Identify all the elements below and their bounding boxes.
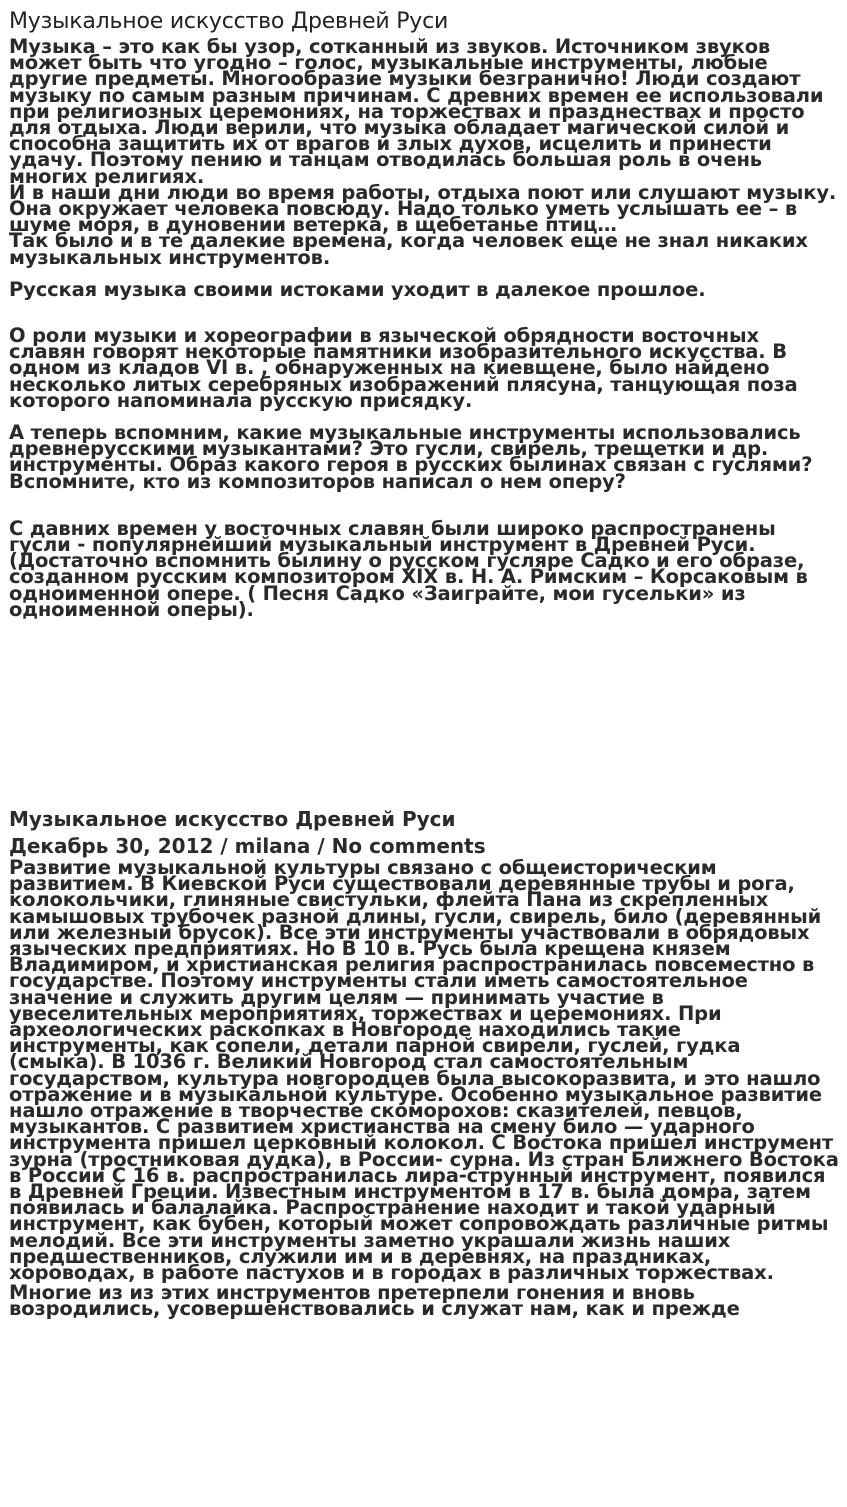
intro-paragraph-5: О роли музыки и хореографии в языческой обрядности восточных славян говорят некоторые памятники изобразительного искусства. В одном из кладов VI в. , обнаруженных на киевщене, было найдено несколько литых серебряных изображений плясуна, танцующая поза которого напоминала русскую присядку. [9, 324, 798, 412]
post-paragraph-1: Развитие музыкальной культуры связано с общеисторическим развитием. В Киевской Руси существовали деревянные трубы и рога, колокольчики, глиняные свистульки, флейта Пана из скрепленных камышовых трубочек разной длины, гусли, свирель, било (деревянный или железный брусок). Все эти инструменты участвовали в обрядовых языческих предприятиях. Но В 10 в. Русь была крещена князем Владимиром, и христианская религия распространилась повсеместно в государстве. Поэтому инструменты стали иметь самостоятельное значение и служить другим целям — принимать участие в увеселительных мероприятиях, торжествах и церемониях. При археологических раскопках в Новгороде находились такие инструменты, как сопели, детали парной свирели, гуслей, гудка (смыка). В 1036 г. Великий Новгород стал самостоятельным государством, культура новгородцев была высокоразвита, и это нашло отражение и в музыкальной культуре. Особенно музыкальное развитие нашло отражение в творчестве скоморохов: сказителей, певцов, музыкантов. С развитием христианства на смену било — ударного инструмента пришел церковный колокол. С Востока пришел инструмент зурна (тростниковая дудка), в России- сурна. Из стран Ближнего Востока в России С 16 в. распространилась лира-струнный инструмент, появился в Древней Греции. Известным инструментом в 17 в. была домра, затем появилась и балалайка. Распространение находит и такой ударный инструмент, как бубен, который может сопровождать различные ритмы мелодий. Все эти инструменты заметно украшали жизнь наших предшественников, служили им и в деревнях, на праздниках, хороводах, в работе пастухов и в городах в различных торжествах. [9, 856, 839, 1285]
intro-paragraph-3: Так было и в те далекие времена, когда человек еще не знал никаких музыкальных инструментов. [9, 229, 808, 269]
post-paragraph-2: Многие из из этих инструментов претерпели гонения и вновь возродились, усовершенствовались и служат нам, как и прежде [9, 1281, 740, 1321]
intro-paragraph-6: А теперь вспомним, какие музыкальные инструменты использовались древнерусскими музыкантами? Это гусли, свирель, трещетки и др. инструменты. Образ какого героя в русских былинах связан с гуслями? Вспомните, кто из композиторов написал о нем оперу? [9, 421, 813, 493]
intro-section [9, 35, 841, 621]
intro-paragraph-7: С давних времен у восточных славян были широко распространены гусли - популярнейший музыкальный инструмент в Древней Руси. (Достаточно вспомнить былину о русском гусляре Садко и его образе, созданном русским композитором XIX в. Н. А. Римским – Корсаковым в одноименной опере. ( Песня Садко «Заиграйте, мои гусельки» из одноименной оперы). [9, 516, 808, 621]
post-meta: Декабрь 30, 2012 / milana / No comments [9, 834, 486, 858]
intro-paragraph-4: Русская музыка своими истоками уходит в далекое прошлое. [9, 277, 706, 301]
page-content [9, 0, 841, 1321]
intro-paragraph-2: И в наши дни люди во время работы, отдыха поют или слушают музыку. Она окружает человека повсюду. Надо только уметь услышать ее – в шуме моря, в дуновении ветерка, в щебетанье птиц… [9, 180, 837, 237]
post-body [9, 856, 841, 1321]
post-title: Музыкальное искусство Древней Руси [9, 807, 456, 831]
intro-paragraph-1: Музыка – это как бы узор, сотканный из звуков. Источником звуков может быть что угодно – голос, музыкальные инструменты, любые другие предметы. Многообразие музыки безгранично! Люди создают музыку по самым разным причинам. С древних времен ее использовали при религиозных церемониях, на торжествах и празднествах и просто для отдыха. Люди верили, что музыка обладает магической силой и способна защитить их от врагов и злых духов, исцелить и принести удачу. Поэтому пению и танцам отводилась большая роль в очень многих религиях. [9, 35, 824, 188]
page-title: Музыкальное искусство Древней Руси [9, 9, 449, 34]
